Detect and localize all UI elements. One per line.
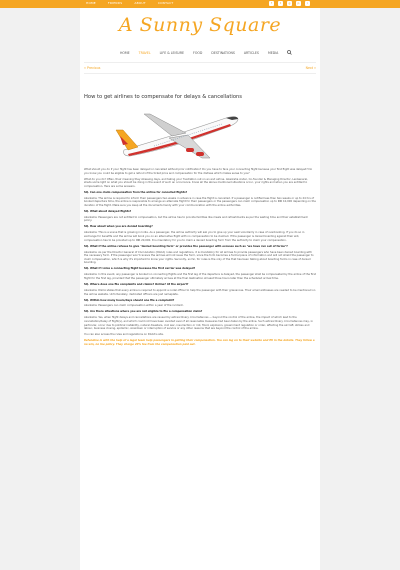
paragraph: Akanksha: Passengers can claim compensation within a year of the incident. <box>84 304 184 308</box>
page-container <box>80 8 320 570</box>
site-logo[interactable]: A Sunny Square <box>118 14 282 36</box>
question-heading: SQ. Are there situations where you are not eligible to file a compensation claim? <box>84 310 203 314</box>
paragraph: What do you do? Often, their meaning they stressing days, and taking your frustration out on an and airline. Akanksha Ander, Co-founder & Managing Director, LexGeneral, sheds some light on what you should be doing in the event of such an occurrence. Know all the above mentioned situations occur, your rights and when you are entitled to compensation. Here are some answers. <box>84 177 308 188</box>
menu-item-destinations[interactable]: DESTINATIONS <box>211 51 235 55</box>
pinterest-icon[interactable]: p <box>297 1 300 5</box>
top-bar <box>0 0 400 8</box>
paragraph: Akanksha: This is a scene that is growing in India. As a passenger, the airline authority will ask you to give up your seat voluntarily in case of overbooking. If you do so in exchange for benefits and the airline will book you on an alternative flight with no compensation to be claimed. If the passenger is denied boarding against their will, compensation has to be provided up to INR 20,000. It is mandatory for you to claim a denied boarding form from the authority to claim your compensation. <box>84 231 305 242</box>
article-body <box>84 168 316 349</box>
twitter-icon[interactable]: t <box>279 1 282 5</box>
instagram-icon[interactable]: i <box>305 1 310 6</box>
menu-item-life-leisure[interactable]: LIFE & LEISURE <box>159 51 185 55</box>
top-nav-about[interactable]: ABOUT <box>134 1 146 5</box>
question-heading: SQ. Where does one file complaints and claims? Online? At the airport? <box>84 282 189 286</box>
menu-item-travel[interactable]: TRAVEL <box>138 51 151 55</box>
top-nav-friends[interactable]: FRIENDS <box>107 1 123 5</box>
question-heading: SQ. Within how many hours/days should one file a complaint? <box>84 298 175 302</box>
divider <box>84 73 316 74</box>
menu-item-home[interactable]: HOME <box>120 51 130 55</box>
search-icon[interactable] <box>287 50 292 56</box>
question-heading: SQ. Can one claim compensation from the airline for cancelled flights? <box>84 190 188 194</box>
menu-item-food[interactable]: FOOD <box>193 51 203 55</box>
article-title: How to get airlines to compensate for delays & cancellations <box>84 94 242 100</box>
paragraph: Akanksha: In this event, any passenger is booked on connecting flights and the first leg of the departure is delayed, the passenger shall be compensated by the airline of the first flight for the first leg, provided that the passenger ultimately arrives at the final destination at least three hours later than the scheduled arrival time. <box>84 273 316 280</box>
question-heading: SQ. What if I miss a connecting flight because the first carrier was delayed? <box>84 267 196 271</box>
previous-post-link[interactable]: « Previous <box>84 66 101 70</box>
top-nav-contact[interactable]: CONTACT <box>157 1 174 5</box>
paragraph: What should you do if your flight has been delayed or cancelled without prior notification? Do you have to face your connecting flight because your first flight was delayed? Do you know you could be eligible to get a refund of the ticket price and compensation for the distress which makes sense to you? <box>84 168 313 175</box>
google-plus-icon[interactable]: g <box>288 1 291 5</box>
question-heading: SQ. What if the airline refuses to give "denied boarding form" or provides the passenger with excuses such as "we have run out of forms"? <box>84 244 288 248</box>
top-nav-home[interactable]: HOME <box>86 1 96 5</box>
airplane-image <box>114 106 244 162</box>
menu-item-media[interactable]: MEDIA <box>267 51 279 55</box>
next-post-link[interactable]: Next » <box>305 66 316 70</box>
paragraph: Akanksha: Yes, when flight delays and cancellations are caused by extraordinary circumstances — beyond the control of the airline, the impact of which lead to the cancellation/delay of flight(s), and which could not have been avoided even if all reasonable measures had been taken by the airline. Such extraordinary circumstances may, in particular, occur due to political instability, natural disasters, civil war, insurrection or riot, flood, explosion, government regulation or order, affecting the aircraft, strikes and labour, business closing, epidemic, slowdown or interruption of service or any other reasons that are beyond the control of the airline. <box>84 316 313 331</box>
paragraph: Akanksha: Passengers are not entitled to compensation, but the airline has to provide facilities like meals and refreshments as per the waiting time and their establishment policy. <box>84 215 308 223</box>
social-icons <box>269 1 310 6</box>
paragraph: Akanksha: DGCA states that every airline is required to appoint a nodal officer to help the passenger with their grievances. Their email addresses are needed to be mentioned on the airline website. Unfortunately, dedicated officers are just nameplate. <box>84 288 316 296</box>
top-nav <box>86 1 173 5</box>
paragraph: Akanksha: The airline is required to inform their passengers two weeks in advance in case the flight is cancelled. If a passenger is notified less than two weeks or up to 24 hrs of booked departure time, the airline is responsible to arrange an alternate flight for their passengers or the passengers can claim compensation up to INR 10,000 depending on the duration of the flight. Make sure you keep all the documents handy with your communication with the airline authorities. <box>84 196 316 207</box>
main-menu <box>120 50 292 56</box>
menu-item-articles[interactable]: ARTICLES <box>243 51 259 55</box>
question-heading: SQ. How about when you are denied boarding? <box>84 225 153 229</box>
facebook-icon[interactable]: f <box>270 1 273 5</box>
paragraph: You can also access the rules and regulations on DGCA's site. <box>84 333 164 337</box>
paragraph: Akanksha: As per the Director General of Civil Aviation (DGCA) rules and regulations, it is mandatory for all airlines to provide passengers who have been denied boarding with the necessary form. If the passenger won't receive the airlines will not issue the form, since the form becomes a formal piece of information and will not shield the passenger to claim compensation, which is why it's important to know your rights. Secondly, so far, for rules is the only of the that has been talking about boarding forms in case of denied boarding. <box>84 250 314 265</box>
question-heading: SQ. What about delayed flights? <box>84 209 132 213</box>
highlight-paragraph: Refundme is with the help of a legal team help passengers in getting their compensation. You can log on to their website and fill in the details. They follow a no win, no fee policy. They charge 20% fee from the compensation paid out. <box>84 339 315 346</box>
divider <box>84 62 316 63</box>
